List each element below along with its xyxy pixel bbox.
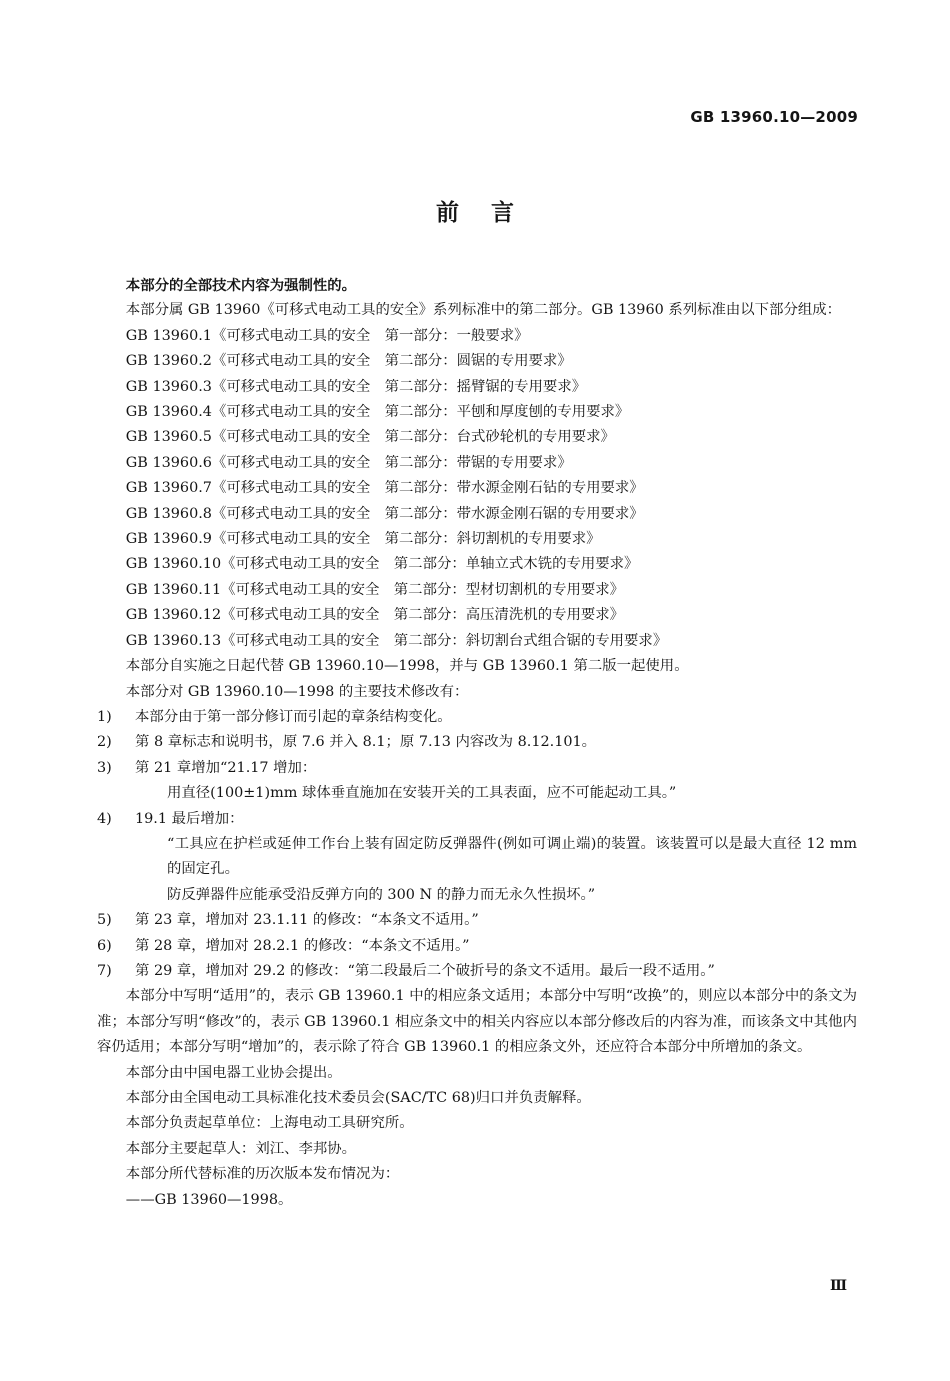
change-item bbox=[97, 807, 857, 832]
change-text: 第 29 章，增加对 29.2 的修改：“第二段最后二个破折号的条文不适用。最后一段不适用。” bbox=[135, 962, 715, 979]
change-text: 第 21 章增加“21.17 增加： bbox=[135, 759, 317, 776]
change-number: 3) bbox=[97, 759, 112, 776]
change-number: 2) bbox=[97, 734, 112, 751]
change-number: 4) bbox=[97, 810, 112, 827]
change-number: 5) bbox=[97, 912, 112, 929]
proposed-by: 本部分由中国电器工业协会提出。 bbox=[125, 1064, 342, 1081]
list-item: GB 13960.6《可移式电动工具的安全 第二部分：带锯的专用要求》 bbox=[125, 454, 572, 471]
standard-number: GB 13960.10—2009 bbox=[690, 108, 858, 126]
list-item: GB 13960.2《可移式电动工具的安全 第二部分：圆锯的专用要求》 bbox=[125, 353, 572, 370]
page-number: Ⅲ bbox=[829, 1278, 847, 1294]
replacement-statement: 本部分自实施之日起代替 GB 13960.10—1998，并与 GB 13960.1 第二版一起使用。 bbox=[125, 658, 689, 675]
changes-list bbox=[97, 705, 857, 984]
change-number: 6) bbox=[97, 937, 112, 954]
change-text: 本部分由于第一部分修订而引起的章条结构变化。 bbox=[135, 708, 452, 725]
change-text: 第 28 章，增加对 28.2.1 的修改：“本条文不适用。” bbox=[135, 937, 470, 954]
change-item bbox=[97, 959, 857, 984]
changes-intro: 本部分对 GB 13960.10—1998 的主要技术修改有： bbox=[125, 683, 469, 700]
change-number: 7) bbox=[97, 962, 112, 979]
change-text: 19.1 最后增加： bbox=[135, 810, 244, 827]
change-item bbox=[97, 934, 857, 959]
list-item: GB 13960.3《可移式电动工具的安全 第二部分：摇臂锯的专用要求》 bbox=[125, 378, 587, 395]
change-item bbox=[97, 730, 857, 755]
centralized-by: 本部分由全国电动工具标准化技术委员会(SAC/TC 68)归口并负责解释。 bbox=[125, 1090, 591, 1106]
parts-list bbox=[97, 324, 857, 654]
list-item: GB 13960.7《可移式电动工具的安全 第二部分：带水源金刚石钻的专用要求》 bbox=[125, 480, 644, 497]
list-item: GB 13960.5《可移式电动工具的安全 第二部分：台式砂轮机的专用要求》 bbox=[125, 429, 615, 446]
list-item: GB 13960.12《可移式电动工具的安全 第二部分：高压清洗机的专用要求》 bbox=[125, 607, 625, 624]
list-item: GB 13960.1《可移式电动工具的安全 第一部分：一般要求》 bbox=[125, 327, 529, 344]
list-item: GB 13960.13《可移式电动工具的安全 第二部分：斜切割台式组合锯的专用要求》 bbox=[125, 632, 668, 649]
change-subtext: “工具应在护栏或延伸工作台上装有固定防反弹器件(例如可调止端)的装置。该装置可以是最大直径 12 mm 的固定孔。 bbox=[167, 835, 857, 878]
change-item bbox=[97, 705, 857, 730]
change-item bbox=[97, 908, 857, 933]
list-item: GB 13960.11《可移式电动工具的安全 第二部分：型材切割机的专用要求》 bbox=[125, 581, 625, 598]
change-number: 1) bbox=[97, 708, 112, 725]
change-text: 第 8 章标志和说明书，原 7.6 并入 8.1；原 7.13 内容改为 8.12.101。 bbox=[135, 734, 597, 751]
foreword-body bbox=[97, 273, 857, 1213]
history-item: ——GB 13960—1998。 bbox=[125, 1191, 293, 1208]
change-text: 第 23 章，增加对 23.1.11 的修改：“本条文不适用。” bbox=[135, 912, 479, 929]
list-item: GB 13960.8《可移式电动工具的安全 第二部分：带水源金刚石锯的专用要求》 bbox=[125, 505, 644, 522]
list-item: GB 13960.4《可移式电动工具的安全 第二部分：平刨和厚度刨的专用要求》 bbox=[125, 404, 630, 421]
change-subtext: 防反弹器件应能承受沿反弹方向的 300 N 的静力而无永久性损坏。” bbox=[167, 886, 596, 903]
change-subtext: 用直径(100±1)mm 球体垂直施加在安装开关的工具表面，应不可能起动工具。” bbox=[167, 785, 677, 802]
series-intro: 本部分属 GB 13960《可移式电动工具的安全》系列标准中的第二部分。GB 13960 系列标准由以下部分组成： bbox=[125, 302, 842, 319]
mandatory-statement: 本部分的全部技术内容为强制性的。 bbox=[125, 277, 357, 294]
drafters: 本部分主要起草人：刘江、李邦协。 bbox=[125, 1140, 357, 1157]
usage-note: 本部分中写明“适用”的，表示 GB 13960.1 中的相应条文适用；本部分中写明“改换”的，则应以本部分中的条文为准；本部分写明“修改”的，表示 GB 13960.1 相应条文中的相关内容应以本部分修改后的内容为准，而该条文中其他内容仍适用；本部分写明“增加”的，表示除了符合 GB 13960.1 的相应条文外，还应符合本部分中所增加的条文。 bbox=[97, 988, 857, 1056]
history-intro: 本部分所代替标准的历次版本发布情况为： bbox=[125, 1166, 400, 1183]
list-item: GB 13960.10《可移式电动工具的安全 第二部分：单轴立式木铣的专用要求》 bbox=[125, 556, 639, 573]
drafting-unit: 本部分负责起草单位：上海电动工具研究所。 bbox=[125, 1115, 414, 1132]
change-item bbox=[97, 756, 857, 781]
list-item: GB 13960.9《可移式电动工具的安全 第二部分：斜切割机的专用要求》 bbox=[125, 531, 601, 548]
page-title: 前 言 bbox=[435, 199, 515, 226]
